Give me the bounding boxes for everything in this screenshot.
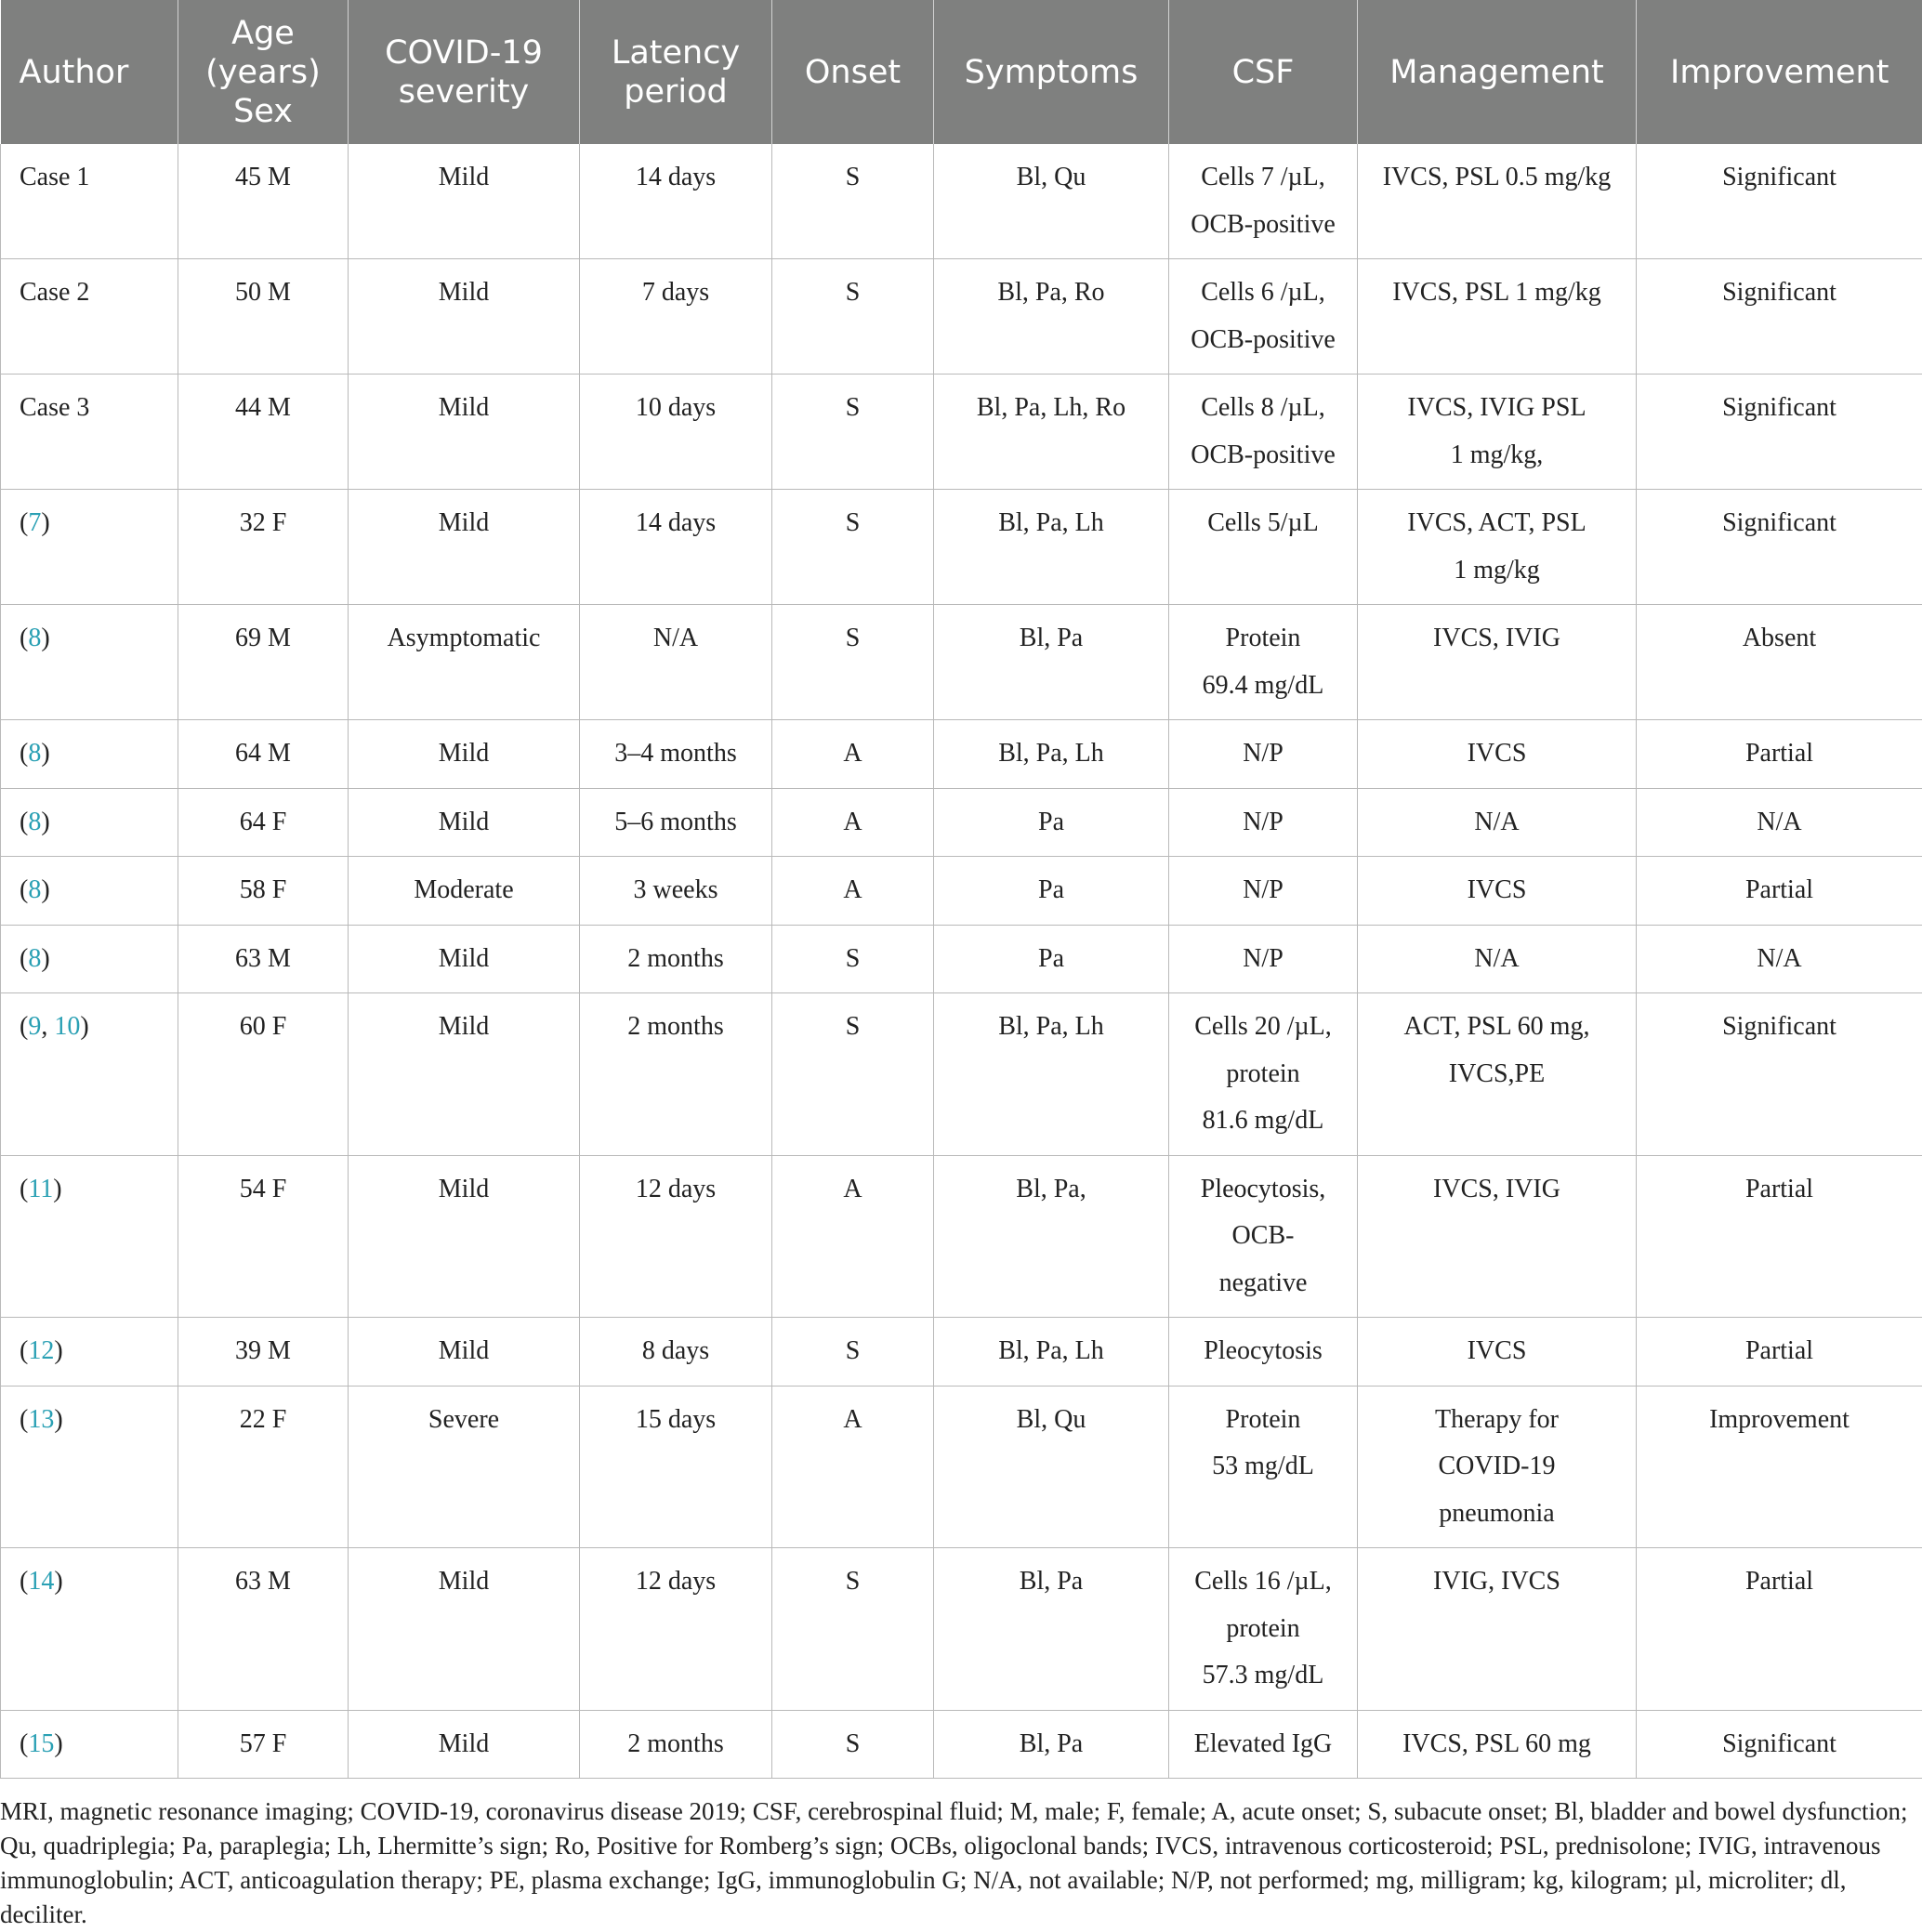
cell-onset: A [772,788,934,857]
cell-management-line: COVID-19 [1365,1443,1628,1491]
column-header-line: COVID-19 [352,33,575,72]
column-header-management [1358,0,1637,144]
header-row [1,0,1922,144]
cell-latency: 2 months [580,1710,772,1779]
cell-symptoms: Bl, Pa [934,1710,1169,1779]
cell-author [1,144,178,259]
cell-management-line: 1 mg/kg [1365,547,1628,595]
cell-onset: A [772,1386,934,1548]
cell-csf [1169,788,1358,857]
cell-severity: Mild [349,788,580,857]
cell-author [1,375,178,490]
cell-csf-line: protein [1177,1051,1349,1098]
cell-csf-line: Cells 7 /µL, [1177,154,1349,202]
table-row [1,1155,1922,1318]
cell-author: (8) [1,788,178,857]
column-header-line: Sex [182,92,344,131]
cell-management [1358,857,1637,926]
cell-author [1,259,178,375]
column-header-line: Onset [776,53,929,92]
cell-csf-line: Cells 20 /µL, [1177,1004,1349,1051]
cell-author: (8) [1,720,178,789]
author-label: Case 3 [20,393,89,422]
cell-severity: Mild [349,375,580,490]
cell-symptoms: Pa [934,788,1169,857]
cell-latency: 7 days [580,259,772,375]
cell-improvement: Improvement [1637,1386,1922,1548]
cell-latency: 3–4 months [580,720,772,789]
cell-symptoms: Bl, Pa, Lh, Ro [934,375,1169,490]
cell-severity: Mild [349,1548,580,1711]
cell-management [1358,375,1637,490]
cell-severity: Mild [349,1155,580,1318]
cell-author: (7) [1,490,178,605]
cell-csf-line: Pleocytosis [1177,1328,1349,1375]
cell-latency: 15 days [580,1386,772,1548]
column-header-onset [772,0,934,144]
table-row [1,1318,1922,1387]
cell-age-sex: 63 M [178,1548,349,1711]
column-header-line: CSF [1173,53,1353,92]
cell-management [1358,720,1637,789]
cell-csf-line: 57.3 mg/dL [1177,1652,1349,1700]
cell-management [1358,1318,1637,1387]
column-header-line: Author [20,53,175,92]
cell-management-line: pneumonia [1365,1491,1628,1538]
cell-symptoms: Bl, Pa, Lh [934,490,1169,605]
cell-age-sex: 32 F [178,490,349,605]
cell-management-line: IVCS, IVIG [1365,1166,1628,1214]
cell-management-line: IVCS, IVIG [1365,615,1628,663]
cell-csf-line: Cells 8 /µL, [1177,385,1349,432]
cell-csf-line: OCB- [1177,1213,1349,1260]
cell-severity: Mild [349,1710,580,1779]
cell-symptoms: Bl, Pa, [934,1155,1169,1318]
cell-csf-line: OCB-positive [1177,202,1349,249]
cell-latency: 3 weeks [580,857,772,926]
cell-onset: S [772,1318,934,1387]
column-header-line: severity [352,72,575,112]
cell-management [1358,1710,1637,1779]
cell-management [1358,993,1637,1156]
cell-improvement: Partial [1637,1318,1922,1387]
cell-management [1358,490,1637,605]
cell-csf-line: 81.6 mg/dL [1177,1097,1349,1145]
cell-age-sex: 60 F [178,993,349,1156]
cell-age-sex: 63 M [178,925,349,993]
cell-severity: Mild [349,259,580,375]
cell-latency: 14 days [580,144,772,259]
cell-symptoms: Bl, Pa, Lh [934,993,1169,1156]
table-row [1,605,1922,720]
cell-author: (9, 10) [1,993,178,1156]
cell-onset: S [772,259,934,375]
cell-management-line: IVCS, PSL 0.5 mg/kg [1365,154,1628,202]
cell-onset: S [772,1548,934,1711]
cell-age-sex: 64 F [178,788,349,857]
cell-author: (8) [1,605,178,720]
cell-csf [1169,144,1358,259]
cell-onset: S [772,993,934,1156]
cell-csf [1169,720,1358,789]
cell-csf-line: N/P [1177,730,1349,778]
table-row [1,993,1922,1156]
cell-latency: 12 days [580,1155,772,1318]
cell-author: (12) [1,1318,178,1387]
cell-improvement: Partial [1637,857,1922,926]
reference-link[interactable]: 11 [28,1175,53,1203]
cell-csf [1169,1318,1358,1387]
cell-onset: S [772,490,934,605]
reference-link[interactable]: 7 [28,508,41,537]
cell-symptoms: Pa [934,857,1169,926]
cell-management-line: IVCS, IVIG PSL [1365,385,1628,432]
cell-csf [1169,375,1358,490]
table-row [1,1710,1922,1779]
cell-improvement: Absent [1637,605,1922,720]
cell-onset: S [772,375,934,490]
cell-improvement: Significant [1637,375,1922,490]
table-row [1,1548,1922,1711]
cell-age-sex: 44 M [178,375,349,490]
cell-management-line: IVCS [1365,730,1628,778]
author-label: Case 2 [20,278,89,307]
reference-link[interactable]: 8 [28,739,41,768]
cell-improvement: Partial [1637,720,1922,789]
cell-csf-line: OCB-positive [1177,317,1349,364]
cell-csf [1169,605,1358,720]
cell-csf [1169,925,1358,993]
cell-management [1358,144,1637,259]
reference-link[interactable]: 14 [28,1567,54,1596]
reference-link[interactable]: 10 [54,1012,80,1041]
reference-link[interactable]: 8 [28,944,41,973]
column-header-symptoms [934,0,1169,144]
cell-improvement: Significant [1637,1710,1922,1779]
cell-csf-line: 69.4 mg/dL [1177,663,1349,710]
cell-author: (8) [1,857,178,926]
cell-latency: N/A [580,605,772,720]
column-header-line: period [584,72,768,112]
cell-csf [1169,1386,1358,1548]
cell-csf-line: protein [1177,1606,1349,1653]
cell-management-line: 1 mg/kg, [1365,432,1628,480]
cell-management-line: IVCS,PE [1365,1051,1628,1098]
cell-management-line: IVCS, PSL 1 mg/kg [1365,269,1628,317]
table-row [1,1386,1922,1548]
table-footnote: MRI, magnetic resonance imaging; COVID-19, coronavirus disease 2019; CSF, cerebrospinal fluid; M, male; F, female; A, acute onset; S, subacute onset; Bl, bladder and bowel dysfunction; Qu, quadriplegia; Pa, paraplegia; Lh, Lhermitte’s sign; Ro, Positive for Romberg’s sign; OCBs, oligoclonal bands; IVCS, intravenous corticosteroid; PSL, prednisolone; IVIG, intravenous immunoglobulin; ACT, anticoagulation therapy; PE, plasma exchange; IgG, immunoglobulin G; N/A, not available; N/P, not performed; mg, milligram; kg, kilogram; µl, microliter; dl, deciliter. [0,1779,1922,1932]
column-header-line: Symptoms [938,53,1165,92]
table-row [1,857,1922,926]
cell-severity: Mild [349,925,580,993]
cell-onset: S [772,605,934,720]
cell-severity: Mild [349,720,580,789]
cell-symptoms: Bl, Pa [934,1548,1169,1711]
cell-csf [1169,993,1358,1156]
cell-improvement: Partial [1637,1548,1922,1711]
cell-csf-line: OCB-positive [1177,432,1349,480]
table-row [1,788,1922,857]
column-header-line: Management [1362,53,1632,92]
cell-author: (11) [1,1155,178,1318]
cell-age-sex: 69 M [178,605,349,720]
column-header-csf [1169,0,1358,144]
cell-severity: Mild [349,1318,580,1387]
cell-symptoms: Bl, Qu [934,1386,1169,1548]
cell-csf-line: Cells 6 /µL, [1177,269,1349,317]
cell-severity: Mild [349,993,580,1156]
cell-management-line: Therapy for [1365,1397,1628,1444]
cell-symptoms: Pa [934,925,1169,993]
cell-latency: 8 days [580,1318,772,1387]
cell-csf-line: Cells 5/µL [1177,500,1349,547]
cell-severity: Mild [349,490,580,605]
column-header-improvement [1637,0,1922,144]
column-header-age-sex [178,0,349,144]
column-header-latency-period [580,0,772,144]
cell-improvement: Significant [1637,490,1922,605]
cell-management-line: N/A [1365,799,1628,847]
cell-symptoms: Bl, Qu [934,144,1169,259]
cell-csf-line: N/P [1177,867,1349,914]
cell-management [1358,788,1637,857]
cell-csf-line: 53 mg/dL [1177,1443,1349,1491]
cell-management-line: ACT, PSL 60 mg, [1365,1004,1628,1051]
cell-age-sex: 45 M [178,144,349,259]
cell-csf-line: N/P [1177,799,1349,847]
cell-csf-line: negative [1177,1260,1349,1308]
column-header-line: Latency [584,33,768,72]
reference-link[interactable]: 8 [28,808,41,836]
cell-age-sex: 64 M [178,720,349,789]
cell-csf-line: Protein [1177,615,1349,663]
cell-management [1358,1155,1637,1318]
reference-link[interactable]: 9 [28,1012,41,1041]
cell-latency: 2 months [580,993,772,1156]
cell-csf [1169,490,1358,605]
cell-csf [1169,857,1358,926]
cell-severity: Severe [349,1386,580,1548]
cell-symptoms: Bl, Pa [934,605,1169,720]
cell-management [1358,259,1637,375]
cell-age-sex: 54 F [178,1155,349,1318]
cell-age-sex: 22 F [178,1386,349,1548]
column-header-author [1,0,178,144]
cell-management-line: IVCS [1365,867,1628,914]
cell-onset: S [772,925,934,993]
cell-onset: S [772,1710,934,1779]
cell-csf-line: Elevated IgG [1177,1721,1349,1768]
cell-improvement: Significant [1637,259,1922,375]
cell-onset: S [772,144,934,259]
table-row [1,925,1922,993]
cell-latency: 2 months [580,925,772,993]
cell-csf [1169,1155,1358,1318]
cell-improvement: N/A [1637,925,1922,993]
cell-improvement: Significant [1637,144,1922,259]
cell-latency: 14 days [580,490,772,605]
cell-management [1358,1548,1637,1711]
cell-csf [1169,1548,1358,1711]
cell-management-line: N/A [1365,936,1628,983]
column-header-line: (years) [182,53,344,92]
cell-latency: 10 days [580,375,772,490]
table-body [1,144,1922,1779]
cell-management-line: IVCS [1365,1328,1628,1375]
reference-link[interactable]: 13 [28,1405,54,1434]
reference-link[interactable]: 8 [28,624,41,652]
cell-author: (8) [1,925,178,993]
cell-age-sex: 58 F [178,857,349,926]
table-row [1,375,1922,490]
cell-author: (15) [1,1710,178,1779]
cell-onset: A [772,1155,934,1318]
cell-age-sex: 57 F [178,1710,349,1779]
cell-csf [1169,259,1358,375]
cell-improvement: N/A [1637,788,1922,857]
cell-author: (14) [1,1548,178,1711]
cell-management [1358,605,1637,720]
column-header-covid-severity [349,0,580,144]
cell-management-line: IVIG, IVCS [1365,1558,1628,1606]
cell-csf-line: N/P [1177,936,1349,983]
cell-age-sex: 50 M [178,259,349,375]
cell-csf-line: Pleocytosis, [1177,1166,1349,1214]
cell-severity: Asymptomatic [349,605,580,720]
reference-link[interactable]: 12 [28,1336,54,1365]
reference-link[interactable]: 15 [28,1729,54,1758]
cell-symptoms: Bl, Pa, Ro [934,259,1169,375]
cell-symptoms: Bl, Pa, Lh [934,720,1169,789]
cell-latency: 12 days [580,1548,772,1711]
cell-management-line: IVCS, PSL 60 mg [1365,1721,1628,1768]
cell-management [1358,1386,1637,1548]
cell-csf [1169,1710,1358,1779]
table-row [1,490,1922,605]
cell-severity: Mild [349,144,580,259]
cell-author: (13) [1,1386,178,1548]
author-label: Case 1 [20,163,89,191]
cell-severity: Moderate [349,857,580,926]
table-row [1,144,1922,259]
table-row [1,720,1922,789]
cell-management [1358,925,1637,993]
cell-improvement: Significant [1637,993,1922,1156]
cell-symptoms: Bl, Pa, Lh [934,1318,1169,1387]
cell-age-sex: 39 M [178,1318,349,1387]
cell-latency: 5–6 months [580,788,772,857]
reference-link[interactable]: 8 [28,875,41,904]
cell-management-line: IVCS, ACT, PSL [1365,500,1628,547]
cell-onset: A [772,720,934,789]
table-row [1,259,1922,375]
cell-onset: A [772,857,934,926]
cell-csf-line: Cells 16 /µL, [1177,1558,1349,1606]
cell-csf-line: Protein [1177,1397,1349,1444]
cell-improvement: Partial [1637,1155,1922,1318]
column-header-line: Improvement [1640,53,1919,92]
column-header-line: Age [182,14,344,53]
